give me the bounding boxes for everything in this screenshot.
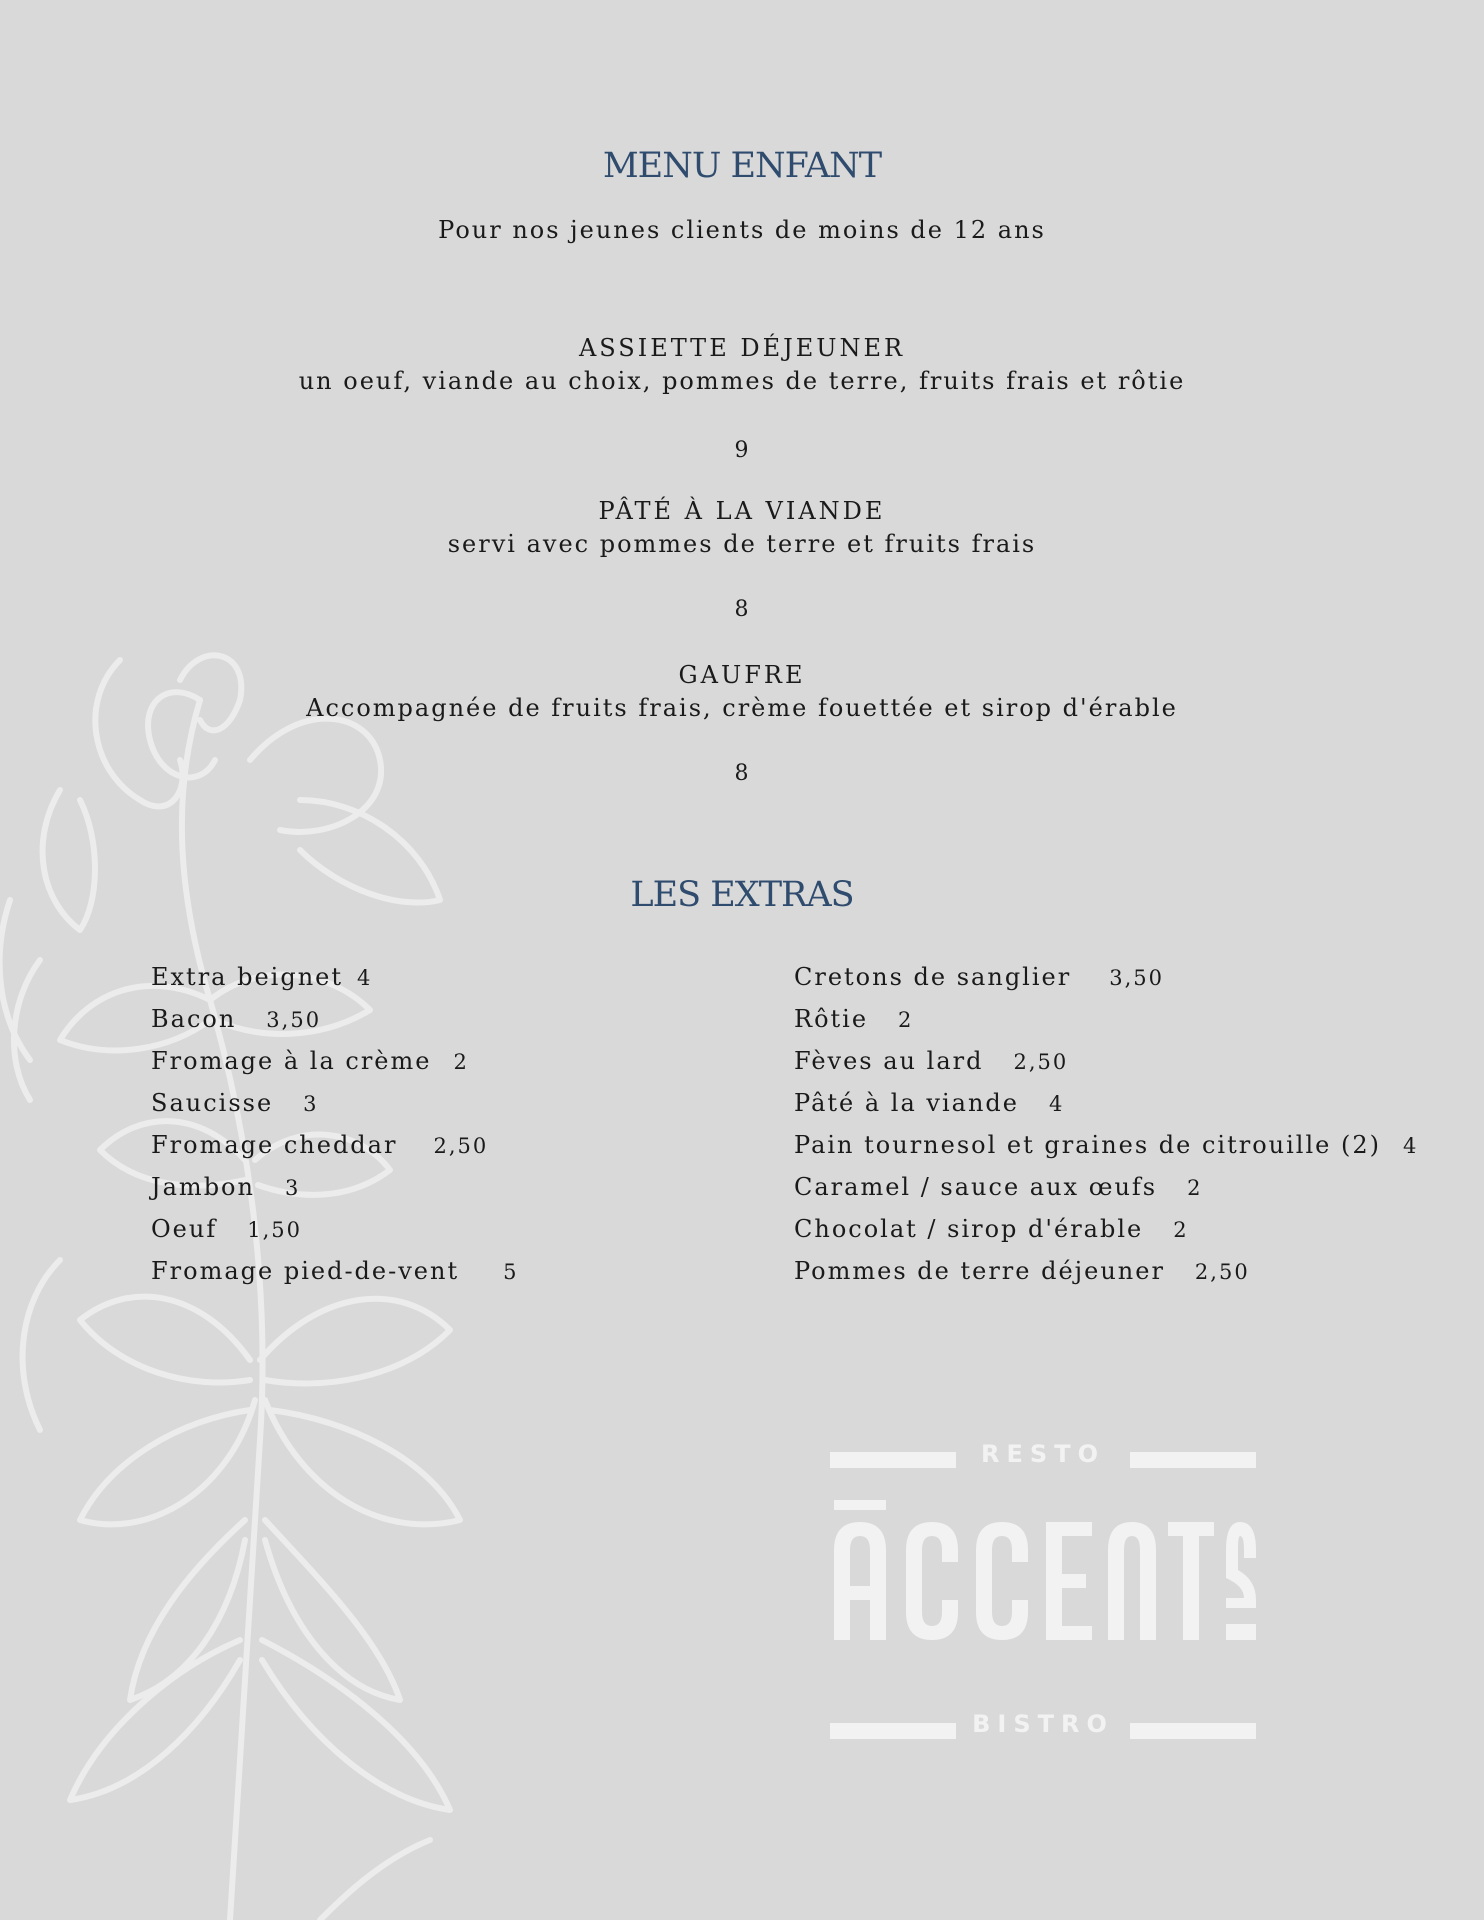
extra-item xyxy=(151,1208,518,1250)
extra-item xyxy=(794,1040,1418,1082)
extra-item xyxy=(151,956,518,998)
extra-price: 4 xyxy=(357,966,373,990)
extra-price: 2 xyxy=(1187,1176,1203,1200)
resto-accents-bistro-logo xyxy=(830,1440,1256,1740)
menu-title: MENU ENFANT xyxy=(602,146,882,186)
menu-subtitle: Pour nos jeunes clients de moins de 12 ans xyxy=(438,216,1046,244)
extra-name: Saucisse xyxy=(151,1089,274,1117)
extras-right-column xyxy=(794,956,1418,1292)
extra-item xyxy=(794,1124,1418,1166)
extra-name: Bacon xyxy=(151,1005,237,1033)
extra-item xyxy=(794,1250,1418,1292)
extra-name: Oeuf xyxy=(151,1215,218,1243)
dish-name-1: ASSIETTE DÉJEUNER xyxy=(578,334,906,362)
extra-price: 3 xyxy=(303,1092,319,1116)
extra-name: Fromage à la crème xyxy=(151,1047,432,1075)
extra-price: 4 xyxy=(1403,1134,1419,1158)
extra-item xyxy=(794,1082,1418,1124)
extra-price: 2 xyxy=(1173,1218,1189,1242)
extra-price: 2 xyxy=(898,1008,914,1032)
extra-name: Fromage pied-de-vent xyxy=(151,1257,460,1285)
extra-name: Jambon xyxy=(151,1173,255,1201)
dish-name-3: GAUFRE xyxy=(678,661,806,689)
extra-name: Rôtie xyxy=(794,1005,869,1033)
extra-item xyxy=(151,1166,518,1208)
extras-title: LES EXTRAS xyxy=(630,875,854,915)
logo-wordmark xyxy=(830,1500,1256,1660)
extra-item xyxy=(151,1250,518,1292)
extra-name: Caramel / sauce aux œufs xyxy=(794,1173,1158,1201)
extra-name: Fromage cheddar xyxy=(151,1131,398,1159)
extra-item xyxy=(151,1124,518,1166)
extra-item xyxy=(794,998,1418,1040)
extra-name: Pain tournesol et graines de citrouille (2) xyxy=(794,1131,1381,1159)
extra-price: 2,50 xyxy=(1013,1050,1069,1074)
extra-price: 3 xyxy=(284,1176,301,1200)
extra-name: Fèves au lard xyxy=(794,1047,984,1075)
extra-price: 3,50 xyxy=(266,1008,322,1032)
extra-price: 2,50 xyxy=(433,1134,489,1158)
extra-item xyxy=(151,998,518,1040)
extra-name: Chocolat / sirop d'érable xyxy=(794,1215,1144,1243)
extra-price: 2 xyxy=(453,1050,469,1074)
extra-price: 4 xyxy=(1048,1092,1065,1116)
dish-description-3: Accompagnée de fruits frais, crème fouettée et sirop d'érable xyxy=(306,694,1178,722)
extra-item xyxy=(794,1166,1418,1208)
extra-name: Pommes de terre déjeuner xyxy=(794,1257,1165,1285)
logo-bottom-text: BISTRO xyxy=(972,1710,1114,1738)
logo-top-text: RESTO xyxy=(981,1440,1105,1468)
dish-description-2: servi avec pommes de terre et fruits frais xyxy=(447,530,1037,558)
extra-price: 2,50 xyxy=(1194,1260,1250,1284)
dish-price-2: 8 xyxy=(734,597,750,622)
extra-price: 3,50 xyxy=(1109,966,1164,990)
extra-item xyxy=(794,956,1418,998)
extra-item xyxy=(151,1040,518,1082)
extras-left-column xyxy=(151,956,518,1292)
extra-name: Pâté à la viande xyxy=(794,1089,1019,1117)
extra-item xyxy=(151,1082,518,1124)
dish-name-2: PÂTÉ À LA VIANDE xyxy=(598,497,886,525)
extra-price: 1,50 xyxy=(247,1218,302,1242)
extra-item xyxy=(794,1208,1418,1250)
dish-price-3: 8 xyxy=(734,761,750,786)
extra-name: Cretons de sanglier xyxy=(794,963,1072,991)
extra-name: Extra beignet xyxy=(151,963,344,991)
dish-description-1: un oeuf, viande au choix, pommes de terre, fruits frais et rôtie xyxy=(298,367,1186,395)
dish-price-1: 9 xyxy=(734,438,750,463)
extra-price: 5 xyxy=(503,1260,519,1284)
